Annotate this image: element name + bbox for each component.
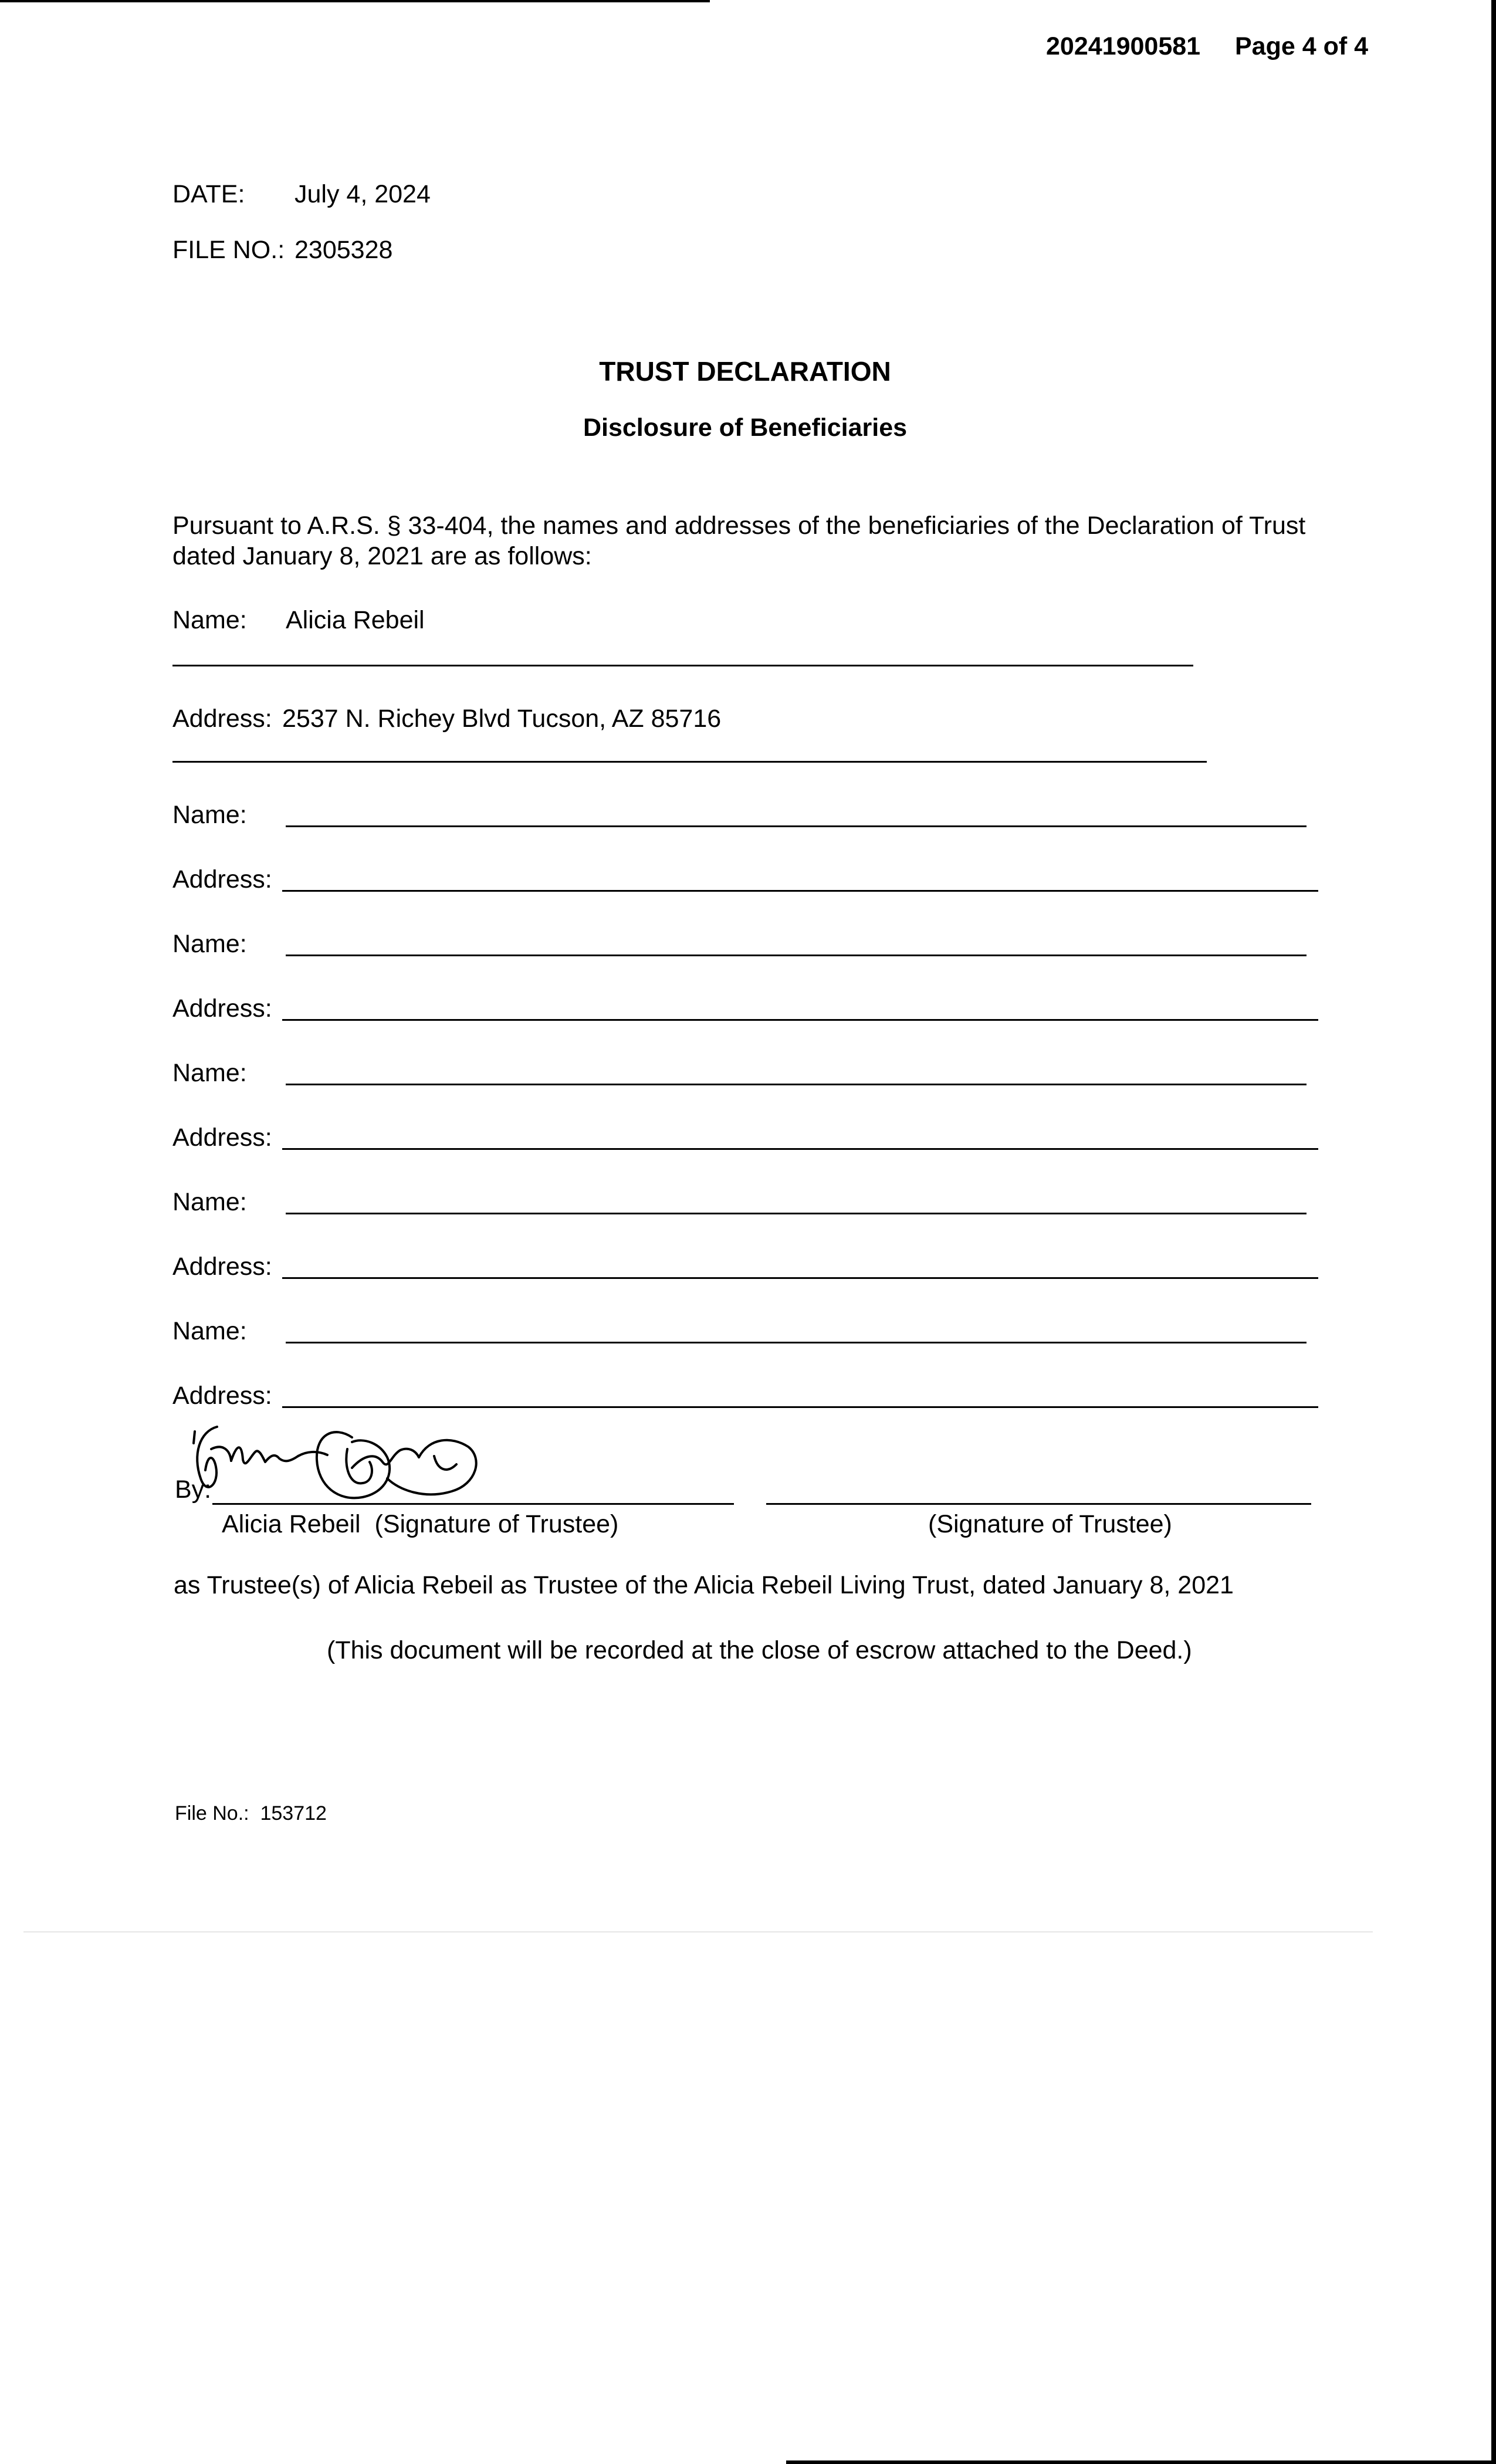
address-line-4 (282, 1148, 1318, 1150)
name-line-4 (286, 1084, 1307, 1085)
trustee-2-caption: (Signature of Trustee) (928, 1510, 1172, 1538)
name-label-5: Name: (172, 1188, 247, 1216)
address-label-4: Address: (172, 1123, 272, 1152)
name-line-6 (286, 1342, 1307, 1343)
name-label-3: Name: (172, 930, 247, 958)
address-label-6: Address: (172, 1382, 272, 1410)
recording-note: (This document will be recorded at the close of escrow attached to the Deed.) (327, 1636, 1192, 1664)
name-label-4: Name: (172, 1059, 247, 1087)
name-line-1 (172, 665, 1193, 666)
address-line-6 (282, 1406, 1318, 1408)
name-label-2: Name: (172, 801, 247, 829)
document-title: TRUST DECLARATION (599, 356, 891, 387)
name-line-2 (286, 825, 1307, 827)
intro-line-2: dated January 8, 2021 are as follows: (172, 542, 592, 570)
scan-edge-top (0, 0, 710, 2)
file-no-value: 2305328 (295, 236, 393, 264)
recording-number: 20241900581 (1046, 32, 1201, 60)
address-line-1 (172, 761, 1207, 763)
name-label-1: Name: (172, 606, 247, 634)
address-line-2 (282, 890, 1318, 892)
scan-fold-line (23, 1931, 1373, 1932)
name-line-5 (286, 1213, 1307, 1214)
address-label-1: Address: (172, 705, 272, 733)
beneficiary-name-1: Alicia Rebeil (286, 606, 425, 634)
address-line-5 (282, 1277, 1318, 1279)
by-label: By: (175, 1475, 212, 1504)
trustee-signature-line-1 (212, 1503, 734, 1505)
footer-file-no: File No.: 153712 (175, 1802, 327, 1825)
trustee-1-caption: Alicia Rebeil (Signature of Trustee) (222, 1510, 619, 1538)
handwritten-signature (176, 1414, 505, 1514)
name-line-3 (286, 955, 1307, 956)
beneficiary-address-1: 2537 N. Richey Blvd Tucson, AZ 85716 (282, 705, 722, 733)
as-trustee-statement: as Trustee(s) of Alicia Rebeil as Trustee of the Alicia Rebeil Living Trust, dated January 8, 2021 (174, 1571, 1234, 1599)
file-no-label: FILE NO.: (172, 236, 285, 264)
trustee-signature-line-2 (766, 1503, 1311, 1505)
intro-line-1: Pursuant to A.R.S. § 33-404, the names and addresses of the beneficiaries of the Declaration of Trust (172, 512, 1306, 540)
date-value: July 4, 2024 (295, 180, 431, 208)
name-label-6: Name: (172, 1317, 247, 1345)
address-label-3: Address: (172, 994, 272, 1023)
date-label: DATE: (172, 180, 245, 208)
scan-edge-right (1491, 0, 1496, 2464)
scan-edge-bottom (786, 2460, 1496, 2464)
address-line-3 (282, 1019, 1318, 1021)
address-label-2: Address: (172, 865, 272, 893)
page-indicator: Page 4 of 4 (1235, 32, 1369, 60)
document-subtitle: Disclosure of Beneficiaries (583, 414, 908, 442)
address-label-5: Address: (172, 1253, 272, 1281)
